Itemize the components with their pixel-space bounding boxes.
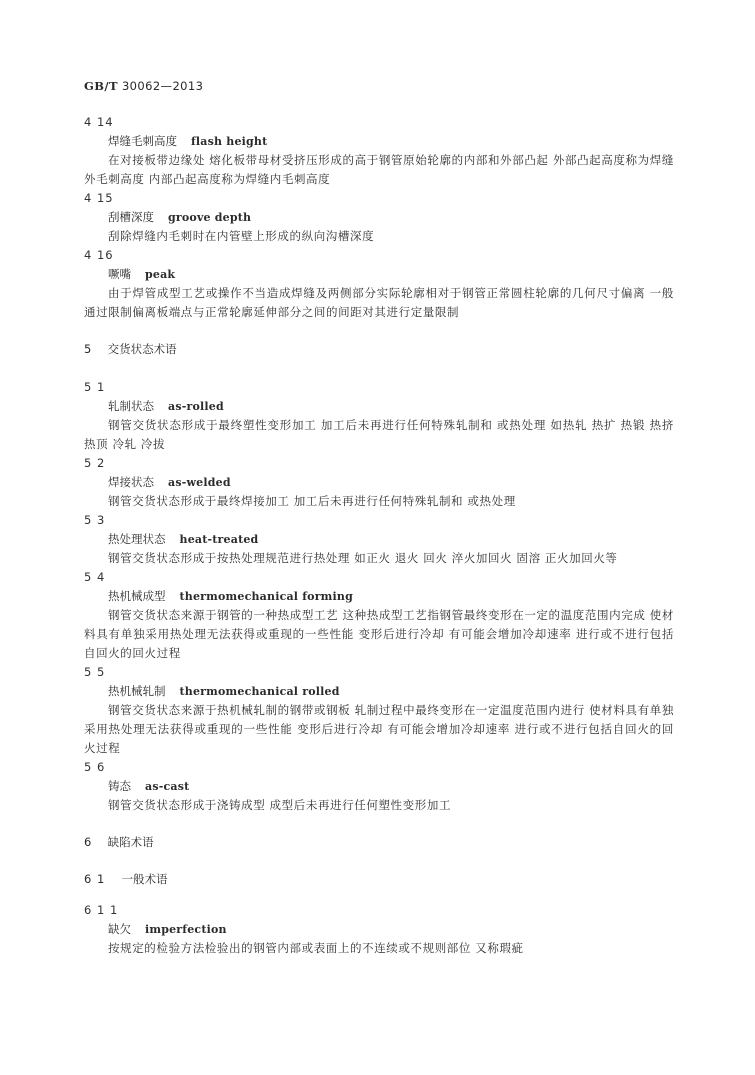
standard-header <box>84 79 203 93</box>
section-number: 6 <box>84 835 93 849</box>
term-chinese: 噘嘴 <box>108 267 131 281</box>
term-definition: 在对接板带边缘处 熔化板带母材受挤压形成的高于钢管原始轮廓的内部和外部凸起 外部凸起高度称为焊缝外毛刺高度 内部凸起高度称为焊缝内毛刺高度 <box>84 153 674 186</box>
entry-number: 4 16 <box>84 248 114 262</box>
term-definition: 钢管交货状态形成于按热处理规范进行热处理 如正火 退火 回火 淬火加回火 固溶 正火加回火等 <box>108 551 618 565</box>
term-english: heat-treated <box>179 533 259 546</box>
standard-number: 30062—2013 <box>121 79 204 93</box>
entry-number: 6 1 1 <box>84 903 119 917</box>
subsection-heading <box>84 870 674 889</box>
section-title: 缺陷术语 <box>107 835 154 849</box>
section-title: 交货状态术语 <box>107 342 177 356</box>
term-entry <box>84 758 674 815</box>
subsection-number: 6 1 <box>84 872 106 886</box>
term-chinese: 热机械轧制 <box>108 684 166 698</box>
term-heading <box>84 208 674 227</box>
term-heading <box>84 587 674 606</box>
term-english: flash height <box>191 135 268 148</box>
term-definition: 由于焊管成型工艺或操作不当造成焊缝及两侧部分实际轮廓相对于钢管正常圆柱轮廓的几何尺寸偏离 一般通过限制偏离板端点与正常轮廓延伸部分之间的间距对其进行定量限制 <box>84 286 674 319</box>
entry-number: 4 15 <box>84 191 114 205</box>
term-entry <box>84 901 674 958</box>
term-definition: 按规定的检验方法检验出的钢管内部或表面上的不连续或不规则部位 又称瑕疵 <box>108 941 524 955</box>
term-entry <box>84 113 674 189</box>
term-entry <box>84 189 674 246</box>
term-entry <box>84 454 674 511</box>
term-entry <box>84 663 674 758</box>
standard-prefix: GB/T <box>84 79 118 93</box>
section-heading <box>84 340 674 359</box>
entry-number: 5 3 <box>84 513 106 527</box>
term-heading <box>84 530 674 549</box>
term-chinese: 轧制状态 <box>108 399 154 413</box>
term-heading <box>84 397 674 416</box>
term-english: peak <box>145 268 176 281</box>
section-number: 5 <box>84 342 93 356</box>
entry-number: 5 2 <box>84 456 106 470</box>
term-english: thermomechanical forming <box>179 590 353 603</box>
term-chinese: 刮槽深度 <box>108 210 154 224</box>
entry-number: 5 5 <box>84 665 106 679</box>
section-heading <box>84 833 674 852</box>
term-heading <box>84 265 674 284</box>
term-definition: 刮除焊缝内毛刺时在内管壁上形成的纵向沟槽深度 <box>108 229 375 243</box>
entry-number: 5 6 <box>84 760 106 774</box>
subsection-title: 一般术语 <box>121 872 168 886</box>
term-entry <box>84 568 674 663</box>
term-heading <box>84 132 674 151</box>
term-heading <box>84 777 674 796</box>
term-english: thermomechanical rolled <box>179 685 340 698</box>
term-english: groove depth <box>168 211 252 224</box>
term-definition: 钢管交货状态来源于钢管的一种热成型工艺 这种热成型工艺指钢管最终变形在一定的温度范围内完成 使材料具有单独采用热处理无法获得或重现的一些性能 变形后进行冷却 有可能会增加冷却速率 进行或不进行包括自回火的回火过程 <box>84 608 674 660</box>
document-body <box>84 113 674 958</box>
term-chinese: 热处理状态 <box>108 532 166 546</box>
term-english: as-rolled <box>168 400 224 413</box>
term-english: as-welded <box>168 476 231 489</box>
entry-number: 4 14 <box>84 115 114 129</box>
term-chinese: 缺欠 <box>108 922 131 936</box>
term-heading <box>84 682 674 701</box>
entry-number: 5 4 <box>84 570 106 584</box>
term-chinese: 焊缝毛刺高度 <box>108 134 177 148</box>
term-chinese: 铸态 <box>108 779 131 793</box>
term-entry <box>84 378 674 454</box>
term-definition: 钢管交货状态形成于最终焊接加工 加工后未再进行任何特殊轧制和 或热处理 <box>108 494 516 508</box>
term-entry <box>84 246 674 322</box>
term-english: imperfection <box>145 923 227 936</box>
term-heading <box>84 920 674 939</box>
term-chinese: 焊接状态 <box>108 475 154 489</box>
term-definition: 钢管交货状态来源于热机械轧制的钢带或钢板 轧制过程中最终变形在一定温度范围内进行 使材料具有单独采用热处理无法获得或重现的一些性能 变形后进行冷却 有可能会增加冷却速率 进行或不进行包括自回火的回火过程 <box>84 703 674 755</box>
term-entry <box>84 511 674 568</box>
entry-number: 5 1 <box>84 380 106 394</box>
term-definition: 钢管交货状态形成于最终塑性变形加工 加工后未再进行任何特殊轧制和 或热处理 如热轧 热扩 热锻 热挤 热顶 冷轧 冷拔 <box>84 418 674 451</box>
term-definition: 钢管交货状态形成于浇铸成型 成型后未再进行任何塑性变形加工 <box>108 798 452 812</box>
term-heading <box>84 473 674 492</box>
term-chinese: 热机械成型 <box>108 589 166 603</box>
term-english: as-cast <box>145 780 190 793</box>
